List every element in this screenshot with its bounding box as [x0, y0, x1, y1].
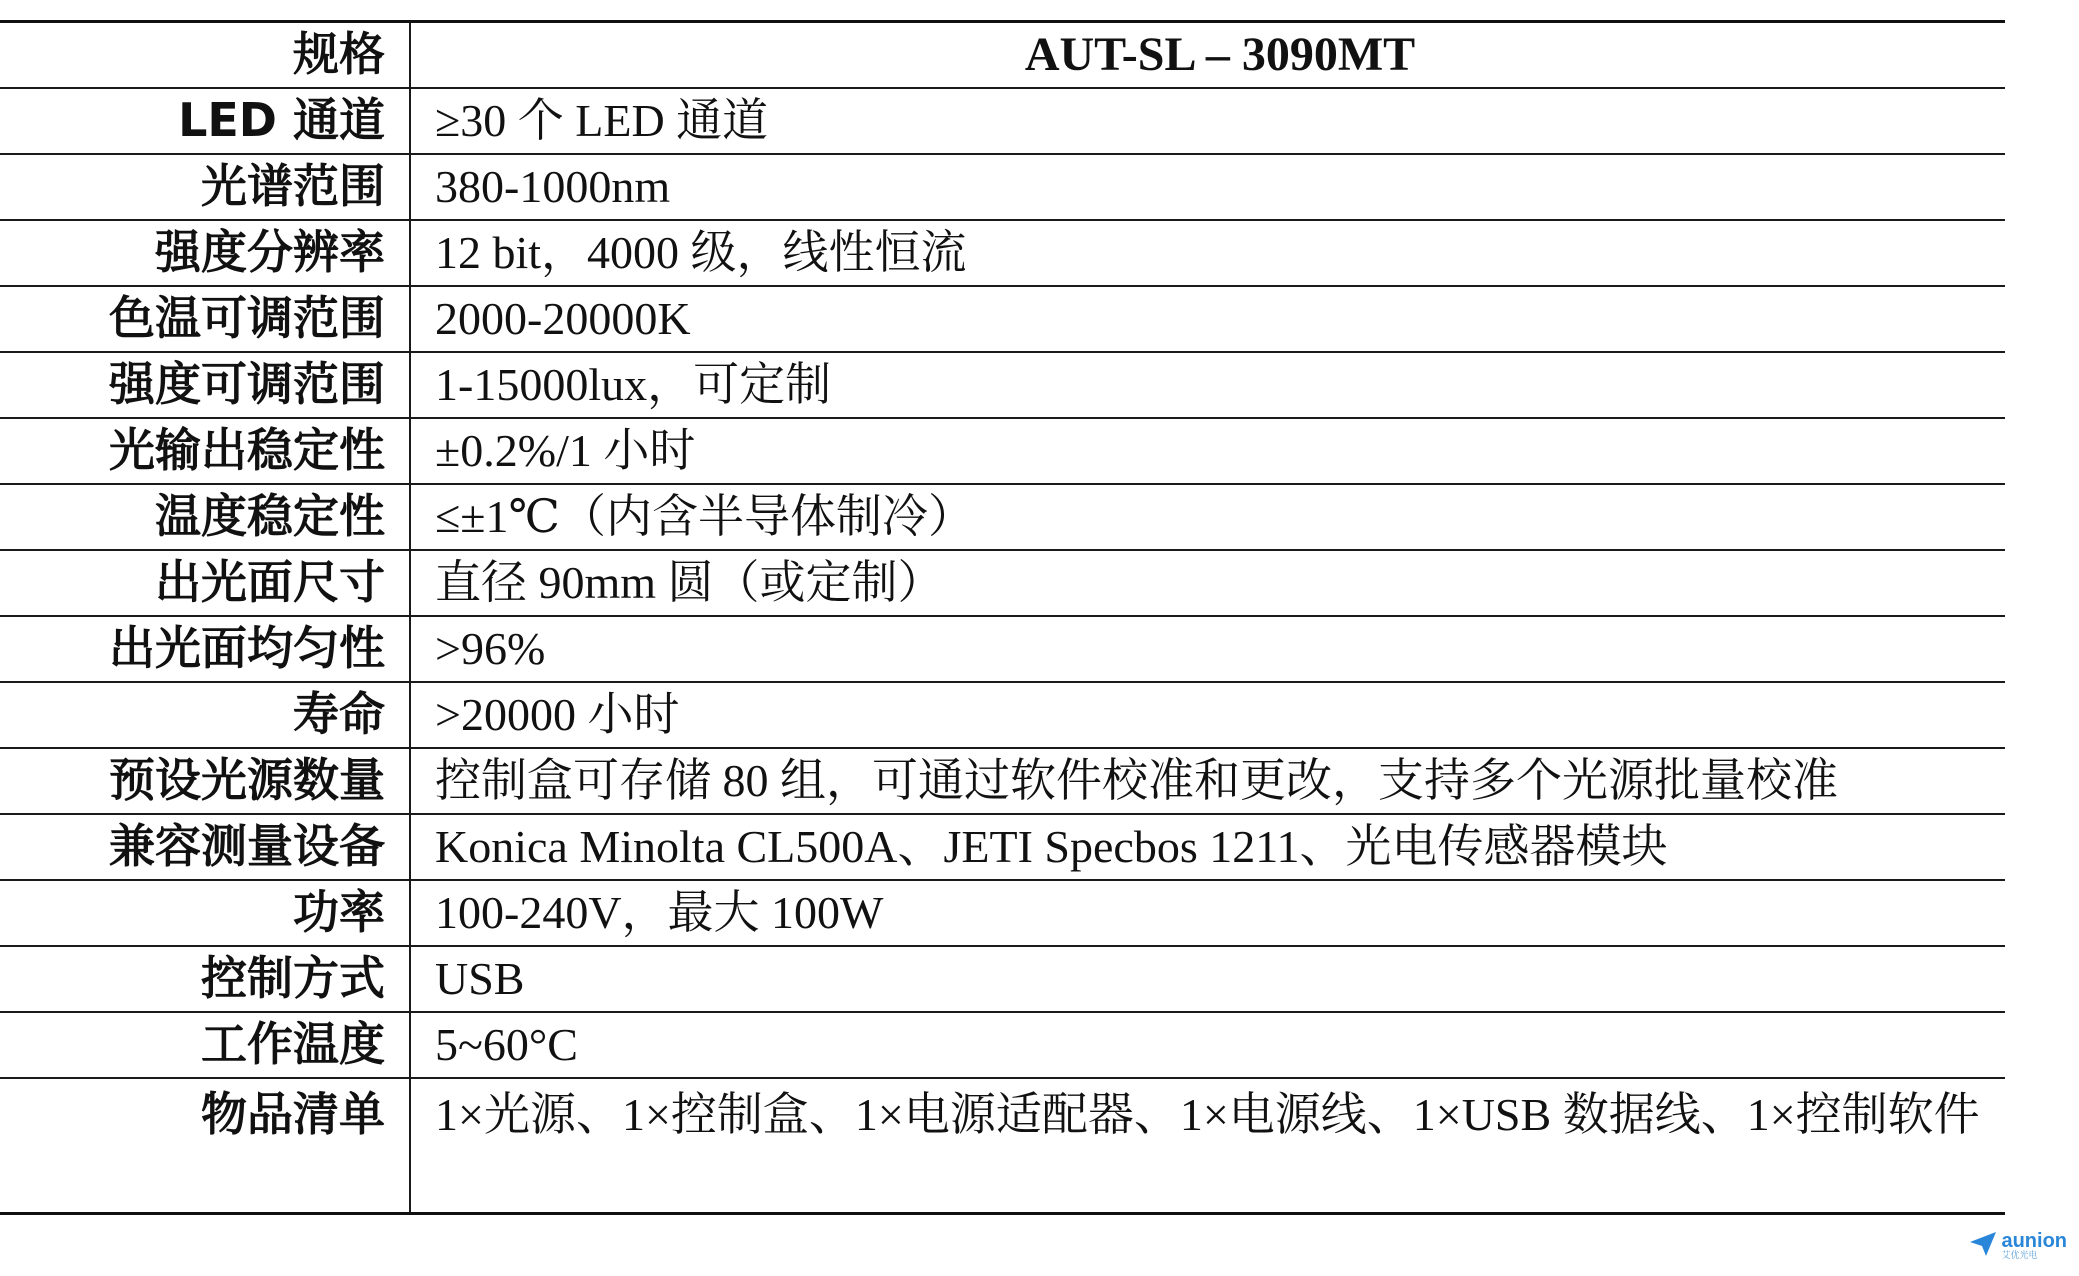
row-label: 功率 — [0, 880, 410, 946]
table-row — [0, 1078, 2005, 1214]
row-value: 100-240V，最大 100W — [410, 880, 2005, 946]
table-row — [0, 946, 2005, 1012]
row-label: 光谱范围 — [0, 154, 410, 220]
row-label: 温度稳定性 — [0, 484, 410, 550]
table-row — [0, 616, 2005, 682]
row-value: 2000-20000K — [410, 286, 2005, 352]
table-row — [0, 550, 2005, 616]
row-label: 工作温度 — [0, 1012, 410, 1078]
row-value: ≤±1℃（内含半导体制冷） — [410, 484, 2005, 550]
row-label: 强度可调范围 — [0, 352, 410, 418]
row-label: LED 通道 — [0, 88, 410, 154]
row-value: USB — [410, 946, 2005, 1012]
table-row — [0, 220, 2005, 286]
table-row — [0, 1012, 2005, 1078]
logo-subtext: 艾优光电 — [2001, 1251, 2038, 1262]
table-row — [0, 154, 2005, 220]
row-label: 出光面尺寸 — [0, 550, 410, 616]
row-label: 寿命 — [0, 682, 410, 748]
table-row — [0, 484, 2005, 550]
brand-logo — [1969, 1231, 2067, 1262]
row-label: 光输出稳定性 — [0, 418, 410, 484]
model-name: AUT-SL – 3090MT — [410, 22, 2005, 88]
table-row — [0, 418, 2005, 484]
logo-text: aunion — [2001, 1230, 2067, 1253]
row-label: 兼容测量设备 — [0, 814, 410, 880]
table-row — [0, 286, 2005, 352]
row-value: >20000 小时 — [410, 682, 2005, 748]
header-label: 规格 — [0, 22, 410, 88]
row-label: 物品清单 — [0, 1078, 410, 1214]
row-label: 预设光源数量 — [0, 748, 410, 814]
paper-plane-icon — [1969, 1231, 1997, 1257]
row-value: 380-1000nm — [410, 154, 2005, 220]
table-row — [0, 88, 2005, 154]
row-value: ≥30 个 LED 通道 — [410, 88, 2005, 154]
table-row — [0, 814, 2005, 880]
row-label: 强度分辨率 — [0, 220, 410, 286]
row-label: 出光面均匀性 — [0, 616, 410, 682]
row-value: 直径 90mm 圆（或定制） — [410, 550, 2005, 616]
row-value: 控制盒可存储 80 组，可通过软件校准和更改，支持多个光源批量校准 — [410, 748, 2005, 814]
row-value: >96% — [410, 616, 2005, 682]
row-label: 色温可调范围 — [0, 286, 410, 352]
spec-table — [0, 20, 2005, 1215]
logo-text-group — [2001, 1231, 2067, 1262]
row-value: 1-15000lux，可定制 — [410, 352, 2005, 418]
table-row — [0, 352, 2005, 418]
row-value: 12 bit，4000 级，线性恒流 — [410, 220, 2005, 286]
table-row — [0, 682, 2005, 748]
row-value: 5~60°C — [410, 1012, 2005, 1078]
table-row — [0, 880, 2005, 946]
row-label: 控制方式 — [0, 946, 410, 1012]
row-value: ±0.2%/1 小时 — [410, 418, 2005, 484]
table-row — [0, 748, 2005, 814]
row-value: Konica Minolta CL500A、JETI Specbos 1211、光电传感器模块 — [410, 814, 2005, 880]
table-header-row — [0, 22, 2005, 88]
row-value: 1×光源、1×控制盒、1×电源适配器、1×电源线、1×USB 数据线、1×控制软件 — [410, 1078, 2005, 1214]
